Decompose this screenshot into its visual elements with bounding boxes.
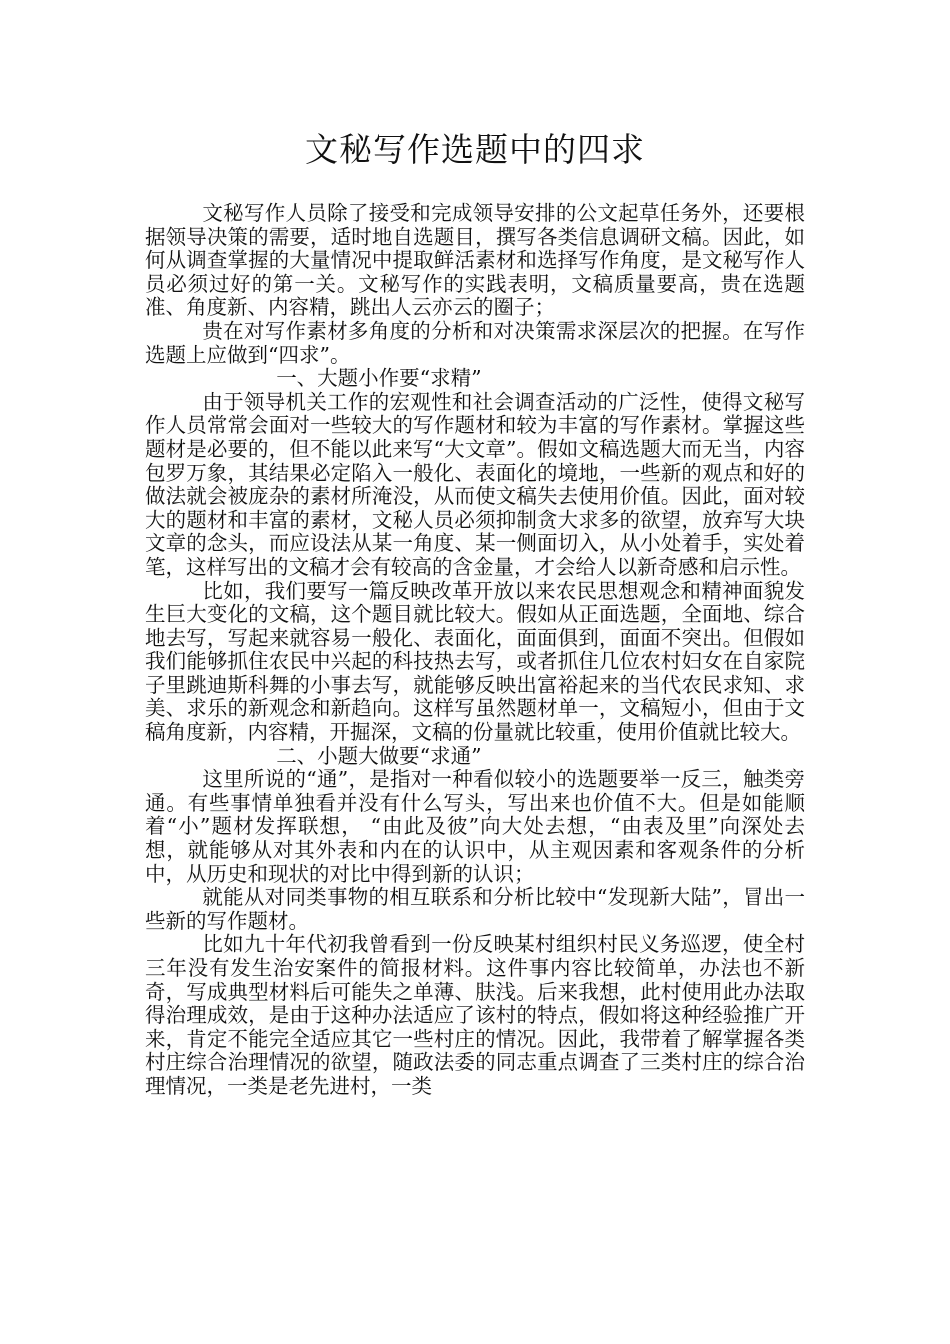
document-body [145,202,805,1099]
paragraph-section1-1: 由于领导机关工作的宏观性和社会调查活动的广泛性，使得文秘写作人员常常会面对一些较大的写作题材和较为丰富的写作素材。掌握这些题材是必要的，但不能以此来写“大文章”。假如文稿选题大而无当，内容包罗万象，其结果必定陷入一般化、表面化的境地，一些新的观点和好的做法就会被庞杂的素材所淹没，从而使文稿失去使用价值。因此，面对较大的题材和丰富的素材，文秘人员必须抑制贪大求多的欲望，放弃写大块文章的念头，而应设法从某一角度、某一侧面切入，从小处着手，实处着笔，这样写出的文稿才会有较高的含金量，才会给人以新奇感和启示性。 [145,389,805,579]
document-page [145,122,805,1099]
paragraph-section1-2: 比如，我们要写一篇反映改革开放以来农民思想观念和精神面貌发生巨大变化的文稿，这个题目就比较大。假如从正面选题，全面地、综合地去写，写起来就容易一般化、表面化，面面俱到，面面不突出。但假如我们能够抓住农民中兴起的科技热去写，或者抓住几位农村妇女在自家院子里跳迪斯科舞的小事去写，就能够反映出富裕起来的当代农民求知、求美、求乐的新观念和新趋向。这样写虽然题材单一，文稿短小，但由于文稿角度新，内容精，开掘深，文稿的份量就比较重，使用价值就比较大。 [145,578,805,745]
paragraph-section2-3: 比如九十年代初我曾看到一份反映某村组织村民义务巡逻，使全村三年没有发生治安案件的简报材料。这件事内容比较简单，办法也不新奇，写成典型材料后可能失之单薄、肤浅。后来我想，此村使用此办法取得治理成效，是由于这种办法适应了该村的特点，假如将这种经验推广开来，肯定不能完全适应其它一些村庄的情况。因此，我带着了解掌握各类村庄综合治理情况的欲望，随政法委的同志重点调查了三类村庄的综合治理情况，一类是老先进村，一类 [145,932,805,1098]
section-heading-1: 一、大题小作要“求精” [276,366,482,391]
section-heading-2: 二、小题大做要“求通” [276,743,482,768]
paragraph-intro-2: 贵在对写作素材多角度的分析和对决策需求深层次的把握。在写作选题上应做到“四求”。 [145,318,805,367]
paragraph-intro-1: 文秘写作人员除了接受和完成领导安排的公文起草任务外，还要根据领导决策的需要，适时地自选题目，撰写各类信息调研文稿。因此，如何从调查掌握的大量情况中提取鲜活素材和选择写作角度，是文秘写作人员必须过好的第一关。文秘写作的实践表明，文稿质量要高，贵在选题准、角度新、内容精，跳出人云亦云的圈子； [145,201,805,320]
paragraph-section2-2: 就能从对同类事物的相互联系和分析比较中“发现新大陆”，冒出一些新的写作题材。 [145,885,805,933]
document-title: 文秘写作选题中的四求 [305,130,645,169]
paragraph-section2-1: 这里所说的“通”，是指对一种看似较小的选题要举一反三，触类旁通。有些事情单独看并没有什么写头，写出来也价值不大。但是如能顺着“小”题材发挥联想， “由此及彼”向大处去想，“由表及里”向深处去想，就能够从对其外表和内在的认识中，从主观因素和客观条件的分析中，从历史和现状的对比中得到新的认识； [145,767,805,886]
